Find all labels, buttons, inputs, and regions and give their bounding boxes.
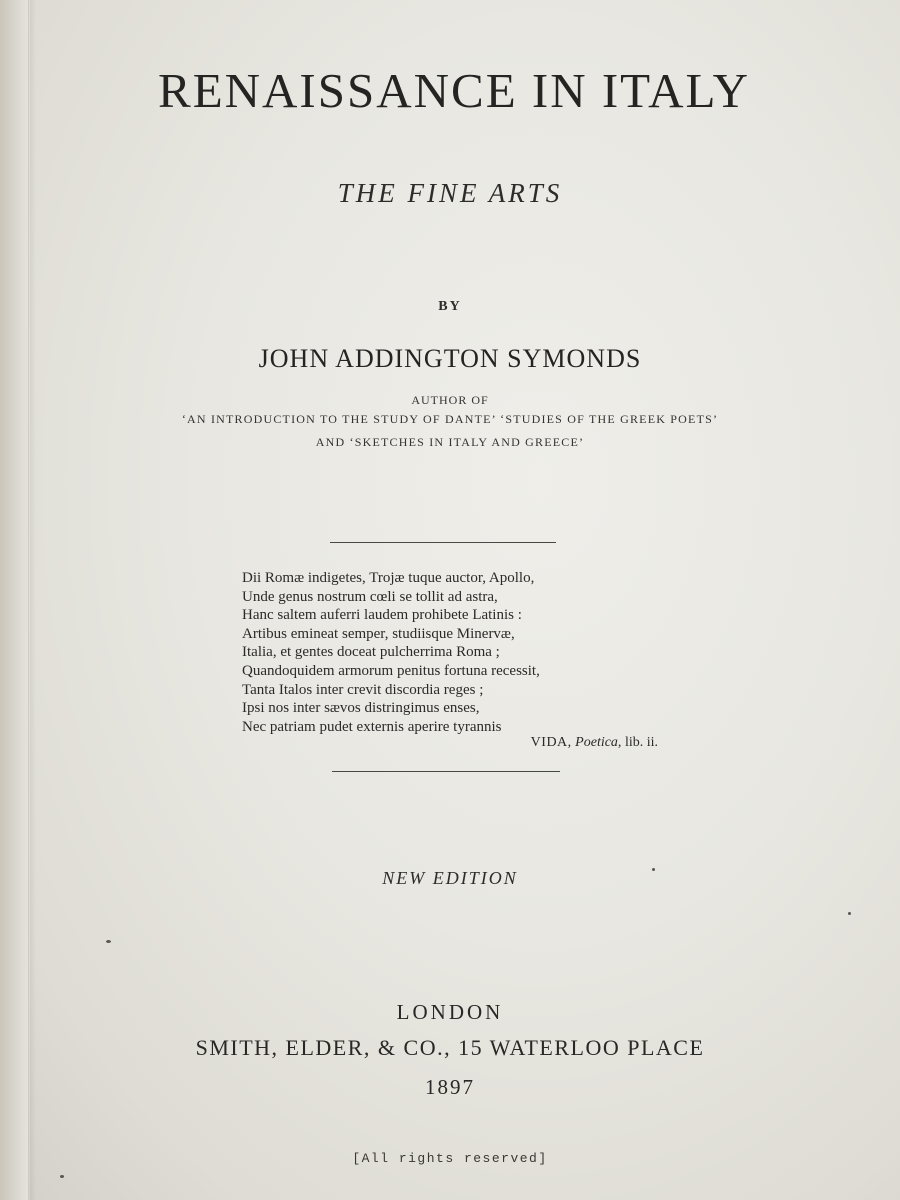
imprint-year: 1897	[425, 1075, 475, 1099]
epigraph-verse	[242, 569, 682, 736]
verse-line: Unde genus nostrum cœli se tollit ad astra,	[242, 588, 498, 605]
other-works-line-1: ‘AN INTRODUCTION TO THE STUDY OF DANTE’ ‘STUDIES OF THE GREEK POETS’	[181, 412, 719, 426]
verse-line: Tanta Italos inter crevit discordia reges ;	[242, 681, 484, 698]
verse-line: Nec patriam pudet externis aperire tyrannis	[242, 718, 502, 735]
paper-speck	[106, 940, 111, 943]
verse-line: Hanc saltem auferri laudem prohibete Latinis :	[242, 607, 522, 624]
paper-speck	[60, 1175, 64, 1178]
paper-speck	[848, 912, 851, 915]
verse-line: Ipsi nos inter sævos distringimus enses,	[242, 700, 480, 717]
verse-line: Italia, et gentes doceat pulcherrima Roma ;	[242, 644, 500, 661]
author-name: JOHN ADDINGTON SYMONDS	[258, 344, 642, 373]
byline: BY	[438, 299, 462, 314]
divider-rule-top	[330, 542, 556, 543]
epigraph-attribution	[420, 735, 658, 751]
attribution-work: Poetica,	[575, 735, 622, 750]
edition-label: NEW EDITION	[382, 868, 518, 888]
divider-rule-bottom	[332, 771, 560, 772]
attribution-author: VIDA,	[530, 735, 572, 750]
rights-notice: [All rights reserved]	[352, 1151, 548, 1166]
book-title: RENAISSANCE IN ITALY	[158, 63, 750, 118]
attribution-reference: lib. ii.	[624, 735, 658, 750]
paper-speck	[652, 868, 655, 871]
author-of-label: AUTHOR OF	[411, 393, 489, 407]
verse-line: Quandoquidem armorum penitus fortuna recessit,	[242, 662, 540, 679]
imprint-publisher: SMITH, ELDER, & CO., 15 WATERLOO PLACE	[195, 1035, 705, 1060]
verse-line: Dii Romæ indigetes, Trojæ tuque auctor, Apollo,	[242, 570, 535, 586]
book-subtitle: THE FINE ARTS	[337, 178, 563, 208]
imprint-city: LONDON	[396, 1000, 504, 1024]
verse-line: Artibus emineat semper, studiisque Minervæ,	[242, 625, 515, 642]
other-works-line-2: AND ‘SKETCHES IN ITALY AND GREECE’	[315, 435, 585, 449]
